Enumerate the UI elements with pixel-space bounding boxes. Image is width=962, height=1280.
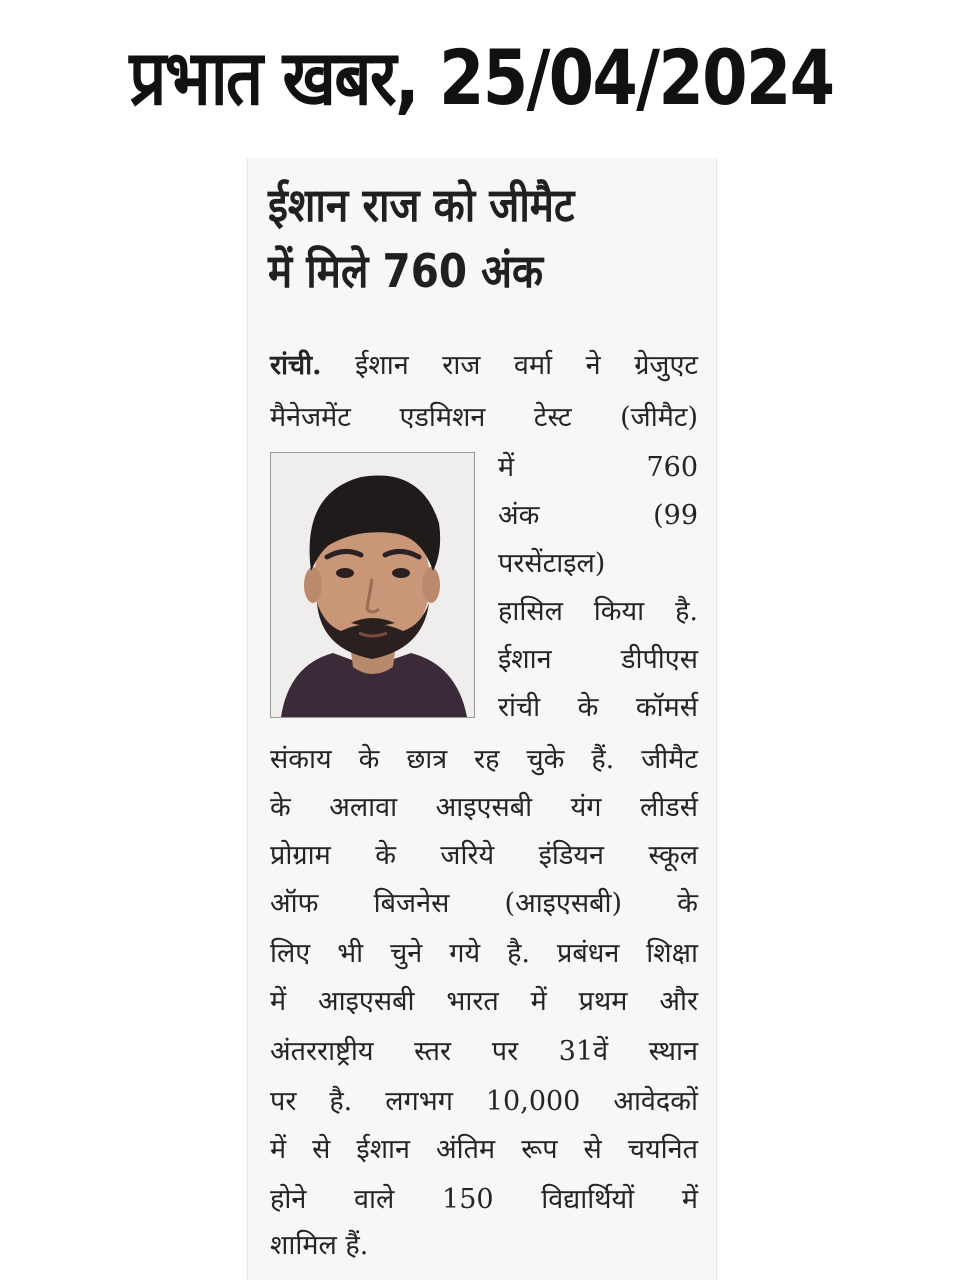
body-line-2: मैनेजमेंट एडमिशन टेस्ट (जीमैट) [270, 402, 698, 433]
body-line-19: शामिल हैं. [270, 1230, 369, 1261]
body-line-10: के अलावा आइएसबी यंग लीडर्स [270, 792, 698, 823]
body-line-1-text: ईशान राज वर्मा ने ग्रेजुएट [321, 350, 698, 381]
body-line-12: ऑफ बिजनेस (आइएसबी) के [270, 888, 698, 919]
body-line-16: पर है. लगभग 10,000 आवेदकों [270, 1086, 698, 1117]
body-line-9: संकाय के छात्र रह चुके हैं. जीमैट [270, 744, 698, 775]
person-photo [270, 452, 475, 718]
body-line-1 [270, 348, 698, 384]
headline-line-2: में मिले 760 अंक [268, 244, 544, 298]
masthead [0, 0, 962, 150]
body-line-11: प्रोग्राम के जरिये इंडियन स्कूल [270, 840, 698, 871]
article-headline [268, 172, 655, 304]
body-line-5: परसेंटाइल) [498, 548, 606, 579]
body-line-7: ईशान डीपीएस [498, 644, 698, 675]
body-line-4: अंक (99 [498, 500, 698, 531]
body-line-18: होने वाले 150 विद्यार्थियों में [270, 1184, 698, 1215]
newspaper-name-and-date: प्रभात खबर, 25/04/2024 [128, 32, 834, 122]
body-line-8: रांची के कॉमर्स [498, 692, 698, 723]
dateline: रांची. [270, 350, 322, 381]
body-line-15: अंतरराष्ट्रीय स्तर पर 31वें स्थान [270, 1036, 698, 1067]
portrait-photo-icon [271, 453, 474, 717]
body-line-14: में आइएसबी भारत में प्रथम और [270, 986, 698, 1017]
headline-line-1: ईशान राज को जीमैट [268, 178, 575, 232]
body-line-6: हासिल किया है. [498, 596, 698, 627]
body-line-13: लिए भी चुने गये है. प्रबंधन शिक्षा [270, 938, 698, 969]
body-line-17: में से ईशान अंतिम रूप से चयनित [270, 1134, 698, 1165]
news-clipping [247, 158, 717, 1280]
body-line-3: में 760 [498, 452, 698, 483]
